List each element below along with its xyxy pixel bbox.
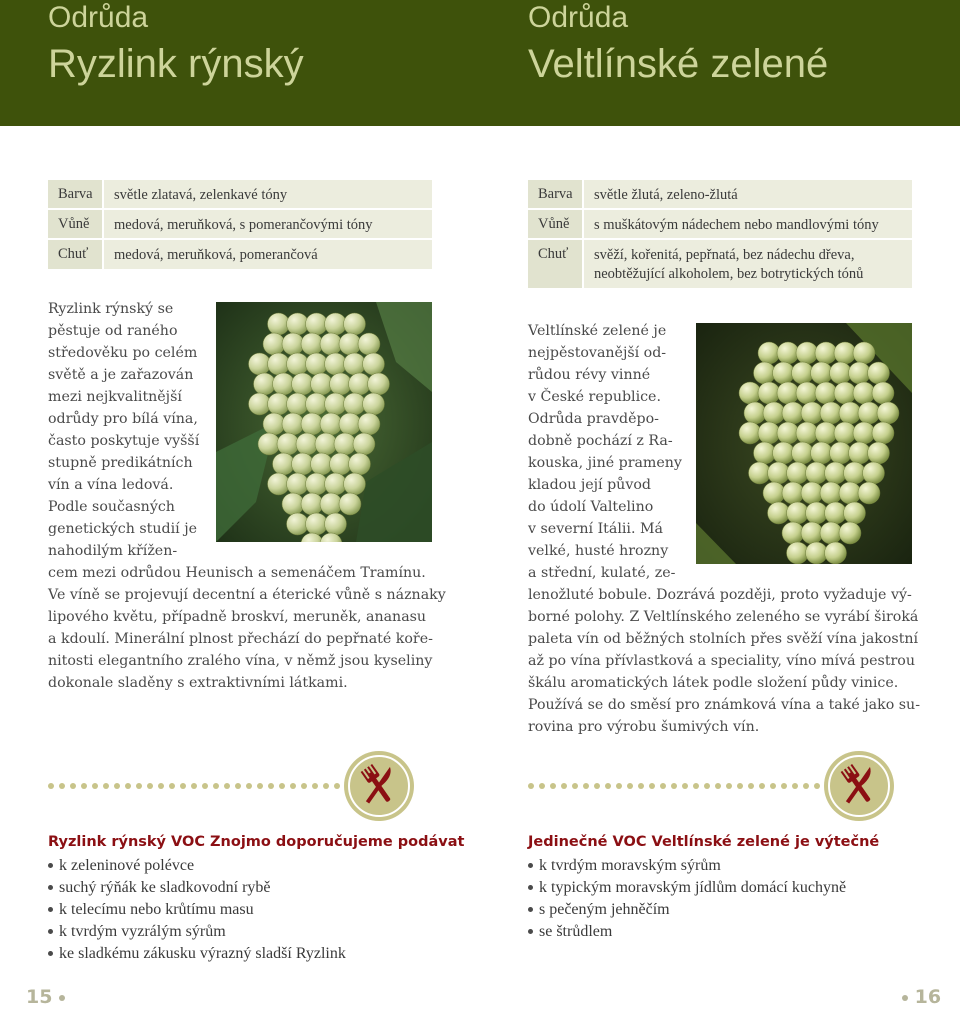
description-line: kladou její původ (528, 477, 651, 493)
bullet-icon (528, 907, 533, 912)
description-line: v České republice. (528, 389, 661, 405)
right-recommend-list (528, 855, 846, 943)
bullet-icon (48, 885, 53, 890)
divider-dot (81, 783, 87, 789)
divider-dot (70, 783, 76, 789)
list-item (48, 855, 346, 877)
divider-dot (268, 783, 274, 789)
list-item (48, 921, 346, 943)
page-dot (59, 995, 65, 1001)
property-value: světle zlatavá, zelenkavé tóny (104, 180, 432, 208)
divider-dot (605, 783, 611, 789)
left-variety-title: Ryzlink rýnský (48, 42, 304, 86)
description-line: Používá se do směsí pro známková vína a také jako su- (528, 697, 920, 713)
divider-dot (649, 783, 655, 789)
list-item-text: k tvrdým moravským sýrům (539, 857, 721, 874)
description-line: odrůdy pro bílá vína, (48, 411, 198, 427)
bullet-icon (48, 951, 53, 956)
list-item (528, 921, 846, 943)
table-row (48, 180, 432, 208)
property-value: světle žlutá, zeleno-žlutá (584, 180, 912, 208)
divider-dot (704, 783, 710, 789)
list-item (48, 943, 346, 965)
bullet-icon (528, 929, 533, 934)
description-line: borné polohy. Z Veltlínského zeleného se vyrábí široká (528, 609, 919, 625)
right-description (528, 320, 918, 738)
description-line: dobně pochází z Ra- (528, 433, 673, 449)
property-value-line: svěží, kořenitá, pepřnatá, bez nádechu dřeva, (594, 247, 855, 263)
description-line: lipového květu, případně broskví, meruněk, ananasu (48, 609, 427, 625)
divider-dot (323, 783, 329, 789)
divider-dot (726, 783, 732, 789)
description-line: paleta vín od běžných stolních přes svěží vína jakostní (528, 631, 919, 647)
property-value: medová, meruňková, s pomerančovými tóny (104, 210, 432, 238)
table-row (48, 210, 432, 238)
description-line: velké, husté hrozny (528, 543, 669, 559)
list-item-text: k zeleninové polévce (59, 857, 195, 874)
divider-dot (48, 783, 54, 789)
property-key: Chuť (528, 240, 582, 288)
description-line: do údolí Valtelino (528, 499, 654, 515)
description-line: a kdoulí. Minerální plnost přechází do pepřnaté kоře- (48, 631, 433, 647)
list-item-text: k tvrdým vyzrálým sýrům (59, 923, 226, 940)
description-line: dokonale sladěny s extraktivními látkami. (48, 675, 348, 691)
divider-dot (572, 783, 578, 789)
description-line: Ve víně se projevují decentní a éterické vůně s náznaky (48, 587, 446, 603)
description-line: světě a je zařazován (48, 367, 194, 383)
description-line: genetických studií je (48, 521, 197, 537)
table-row (528, 240, 912, 288)
right-variety-title: Veltlínské zelené (528, 42, 829, 86)
property-key: Vůně (48, 210, 102, 238)
table-row (528, 210, 912, 238)
divider-dot (114, 783, 120, 789)
page-number-text: 15 (26, 986, 53, 1008)
divider-dot (169, 783, 175, 789)
divider-dot (693, 783, 699, 789)
description-line: Odrůda pravděpo- (528, 411, 659, 427)
description-line: cem mezi odrůdou Heunisch a semenáčem Tramínu. (48, 565, 426, 581)
divider-dot (561, 783, 567, 789)
description-line: často poskytuje vyšší (48, 433, 200, 449)
divider-dot (290, 783, 296, 789)
header-band (0, 0, 960, 126)
divider-dot (781, 783, 787, 789)
divider-dot (550, 783, 556, 789)
list-item-text: suchý rýňák ke sladkovodní rybě (59, 879, 271, 896)
divider-dot (180, 783, 186, 789)
divider-dot (235, 783, 241, 789)
divider-dot (279, 783, 285, 789)
divider-dot (737, 783, 743, 789)
divider-dot (770, 783, 776, 789)
left-dotted-divider (48, 783, 348, 791)
divider-dot (682, 783, 688, 789)
bullet-icon (528, 885, 533, 890)
left-page-number (26, 986, 65, 1008)
description-line: nitosti elegantního zralého vína, v němž jsou kyseliny (48, 653, 433, 669)
list-item (528, 877, 846, 899)
bullet-icon (48, 863, 53, 868)
divider-dot (103, 783, 109, 789)
description-line: nahodilým křížen- (48, 543, 178, 559)
divider-dot (638, 783, 644, 789)
list-item (528, 855, 846, 877)
list-item-text: k typickým moravským jídlům domácí kuchyně (539, 879, 847, 896)
page-dot (902, 995, 908, 1001)
description-line: stupně predikátních (48, 455, 193, 471)
description-line: nejpěstovanější od- (528, 345, 667, 361)
property-value: medová, meruňková, pomerančová (104, 240, 432, 269)
divider-dot (803, 783, 809, 789)
divider-dot (147, 783, 153, 789)
divider-dot (748, 783, 754, 789)
description-line: v severní Itálii. Má (528, 521, 663, 537)
divider-dot (202, 783, 208, 789)
divider-dot (528, 783, 534, 789)
property-key: Chuť (48, 240, 102, 269)
divider-dot (125, 783, 131, 789)
list-item (528, 899, 846, 921)
table-row (48, 240, 432, 269)
description-line: a střední, kulaté, ze- (528, 565, 676, 581)
divider-dot (539, 783, 545, 789)
fork-knife-icon (823, 750, 895, 822)
property-key: Barva (48, 180, 102, 208)
description-line: Podle současných (48, 499, 175, 515)
description-line: rovina pro výrobu šumivých vín. (528, 719, 760, 735)
right-properties-table (528, 180, 912, 288)
description-line: škálu aromatických látek podle složení půdy vinice. (528, 675, 899, 691)
divider-dot (246, 783, 252, 789)
property-key: Vůně (528, 210, 582, 238)
left-variety-label: Odrůda (48, 1, 149, 34)
fork-knife-icon (343, 750, 415, 822)
divider-dot (627, 783, 633, 789)
bullet-icon (528, 863, 533, 868)
property-key: Barva (528, 180, 582, 208)
divider-dot (671, 783, 677, 789)
property-value: s muškátovým nádechem nebo mandlovými tóny (584, 210, 912, 238)
divider-dot (660, 783, 666, 789)
list-item (48, 899, 346, 921)
description-line: Veltlínské zelené je (528, 323, 667, 339)
list-item-text: k telecímu nebo krůtímu masu (59, 901, 254, 918)
divider-dot (312, 783, 318, 789)
description-line: až po vína přívlastková a speciality, víno mívá pestrou (528, 653, 915, 669)
description-line: pěstuje od raného (48, 323, 178, 339)
divider-dot (59, 783, 65, 789)
right-recommend-title: Jedinečné VOC Veltlínské zelené je výtečné (528, 834, 880, 850)
divider-dot (334, 783, 340, 789)
list-item-text: s pečeným jehněčím (539, 901, 670, 918)
description-line: kouska, jiné prameny (528, 455, 682, 471)
property-value-line: neobtěžující alkoholem, bez botrytických tónů (594, 266, 864, 282)
description-line: mezi nejkvalitnější (48, 389, 182, 405)
left-recommend-list (48, 855, 346, 965)
divider-dot (224, 783, 230, 789)
divider-dot (583, 783, 589, 789)
bullet-icon (48, 907, 53, 912)
left-recommend-title: Ryzlink rýnský VOC Znojmo doporučujeme podávat (48, 834, 465, 850)
list-item-text: se štrůdlem (539, 923, 613, 940)
divider-dot (616, 783, 622, 789)
divider-dot (158, 783, 164, 789)
bullet-icon (48, 929, 53, 934)
description-line: středověku po celém (48, 345, 198, 361)
divider-dot (257, 783, 263, 789)
description-line: lenožluté bobule. Dozrává později, proto vyžaduje vý- (528, 587, 912, 603)
divider-dot (792, 783, 798, 789)
divider-dot (814, 783, 820, 789)
list-item-text: ke sladkému zákusku výrazný sladší Ryzlink (59, 945, 346, 962)
left-description (48, 298, 446, 694)
page-number-text: 16 (914, 986, 942, 1008)
divider-dot (213, 783, 219, 789)
property-value (584, 240, 912, 288)
description-line: Ryzlink rýnský se (48, 301, 174, 317)
divider-dot (301, 783, 307, 789)
description-line: růdou révy vinné (528, 367, 651, 383)
left-properties-table (48, 180, 432, 270)
right-variety-label: Odrůda (528, 1, 629, 34)
right-page-number (902, 986, 941, 1008)
list-item (48, 877, 346, 899)
divider-dot (759, 783, 765, 789)
divider-dot (191, 783, 197, 789)
divider-dot (715, 783, 721, 789)
divider-dot (136, 783, 142, 789)
divider-dot (92, 783, 98, 789)
divider-dot (594, 783, 600, 789)
right-dotted-divider (528, 783, 828, 791)
description-line: vín a vína ledová. (48, 477, 174, 493)
table-row (528, 180, 912, 208)
